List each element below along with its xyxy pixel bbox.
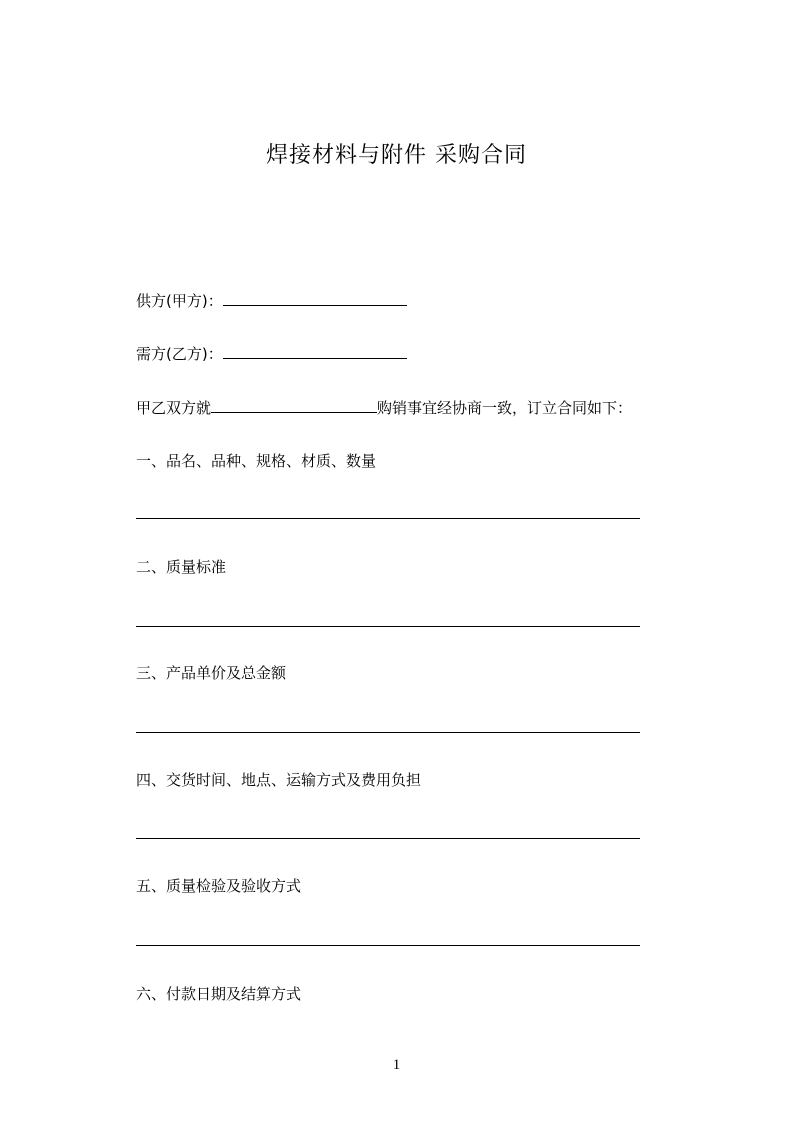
supplier-label: 供方(甲方)： bbox=[136, 292, 223, 310]
contract-title: 焊接材料与附件 采购合同 bbox=[266, 143, 527, 168]
supplier-line bbox=[136, 290, 407, 311]
section-answer-line[interactable] bbox=[136, 945, 640, 946]
section-heading: 一、品名、品种、规格、材质、数量 bbox=[136, 452, 377, 470]
page-number: 1 bbox=[392, 1057, 401, 1073]
section-heading: 五、质量检验及验收方式 bbox=[136, 877, 302, 895]
preamble-suffix: 购销事宜经协商一致，订立合同如下： bbox=[377, 399, 633, 417]
section-answer-line[interactable] bbox=[136, 838, 640, 839]
buyer-line bbox=[136, 343, 407, 364]
supplier-blank[interactable] bbox=[223, 290, 407, 306]
section-answer-line[interactable] bbox=[136, 518, 640, 519]
section-heading: 六、付款日期及结算方式 bbox=[136, 985, 302, 1003]
buyer-label: 需方(乙方)： bbox=[136, 345, 223, 363]
section-heading: 四、交货时间、地点、运输方式及费用负担 bbox=[136, 771, 422, 789]
preamble-prefix: 甲乙双方就 bbox=[136, 399, 212, 417]
section-answer-line[interactable] bbox=[136, 732, 640, 733]
section-answer-line[interactable] bbox=[136, 626, 640, 627]
goods-blank[interactable] bbox=[211, 397, 377, 413]
buyer-blank[interactable] bbox=[223, 343, 407, 359]
section-heading: 三、产品单价及总金额 bbox=[136, 664, 287, 682]
preamble-line bbox=[136, 397, 632, 418]
section-heading: 二、质量标准 bbox=[136, 558, 227, 576]
